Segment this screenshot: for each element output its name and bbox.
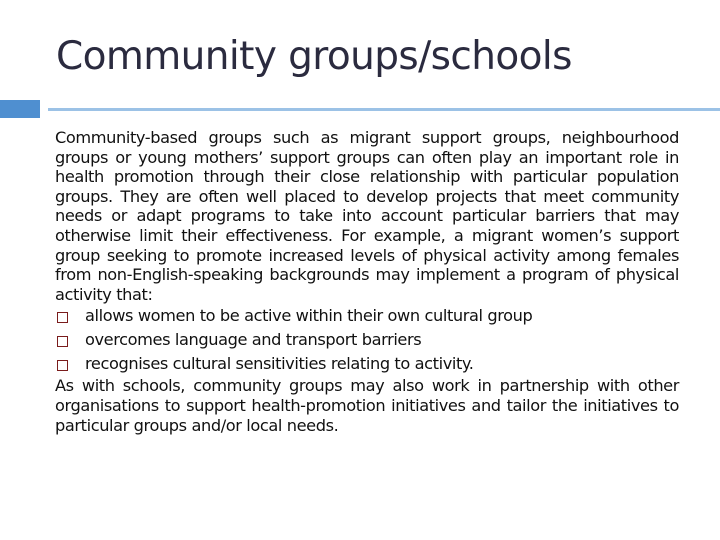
closing-paragraph: As with schools, community groups may also work in partnership with other organisations to support health-promotion initiatives and tailor the initiatives to particular groups and/or local needs. — [55, 376, 679, 435]
bullet-text: recognises cultural sensitivities relating to activity. — [85, 354, 474, 374]
intro-paragraph: Community-based groups such as migrant support groups, neighbourhood groups or young mothers’ support groups can often play an important role in health promotion through their close relationship with particular population groups. They are often well placed to develop projects that meet community needs or adapt programs to take into account particular barriers that may otherwise limit their effectiveness. For example, a migrant women’s support group seeking to promote increased levels of physical activity among females from non-English-speaking backgrounds may implement a program of physical activity that: — [55, 128, 679, 304]
bullet-text: allows women to be active within their own cultural group — [85, 306, 533, 326]
bullet-list — [55, 304, 679, 376]
title-accent-line — [48, 108, 720, 111]
bullet-item — [55, 352, 679, 376]
bullet-item — [55, 304, 679, 328]
bullet-item — [55, 328, 679, 352]
slide-title: Community groups/schools — [56, 34, 572, 79]
checkbox-square-icon — [57, 360, 68, 371]
checkbox-square-icon — [57, 336, 68, 347]
bullet-text: overcomes language and transport barriers — [85, 330, 422, 350]
checkbox-square-icon — [57, 312, 68, 323]
slide-body — [55, 128, 679, 435]
title-accent-block — [0, 100, 40, 118]
